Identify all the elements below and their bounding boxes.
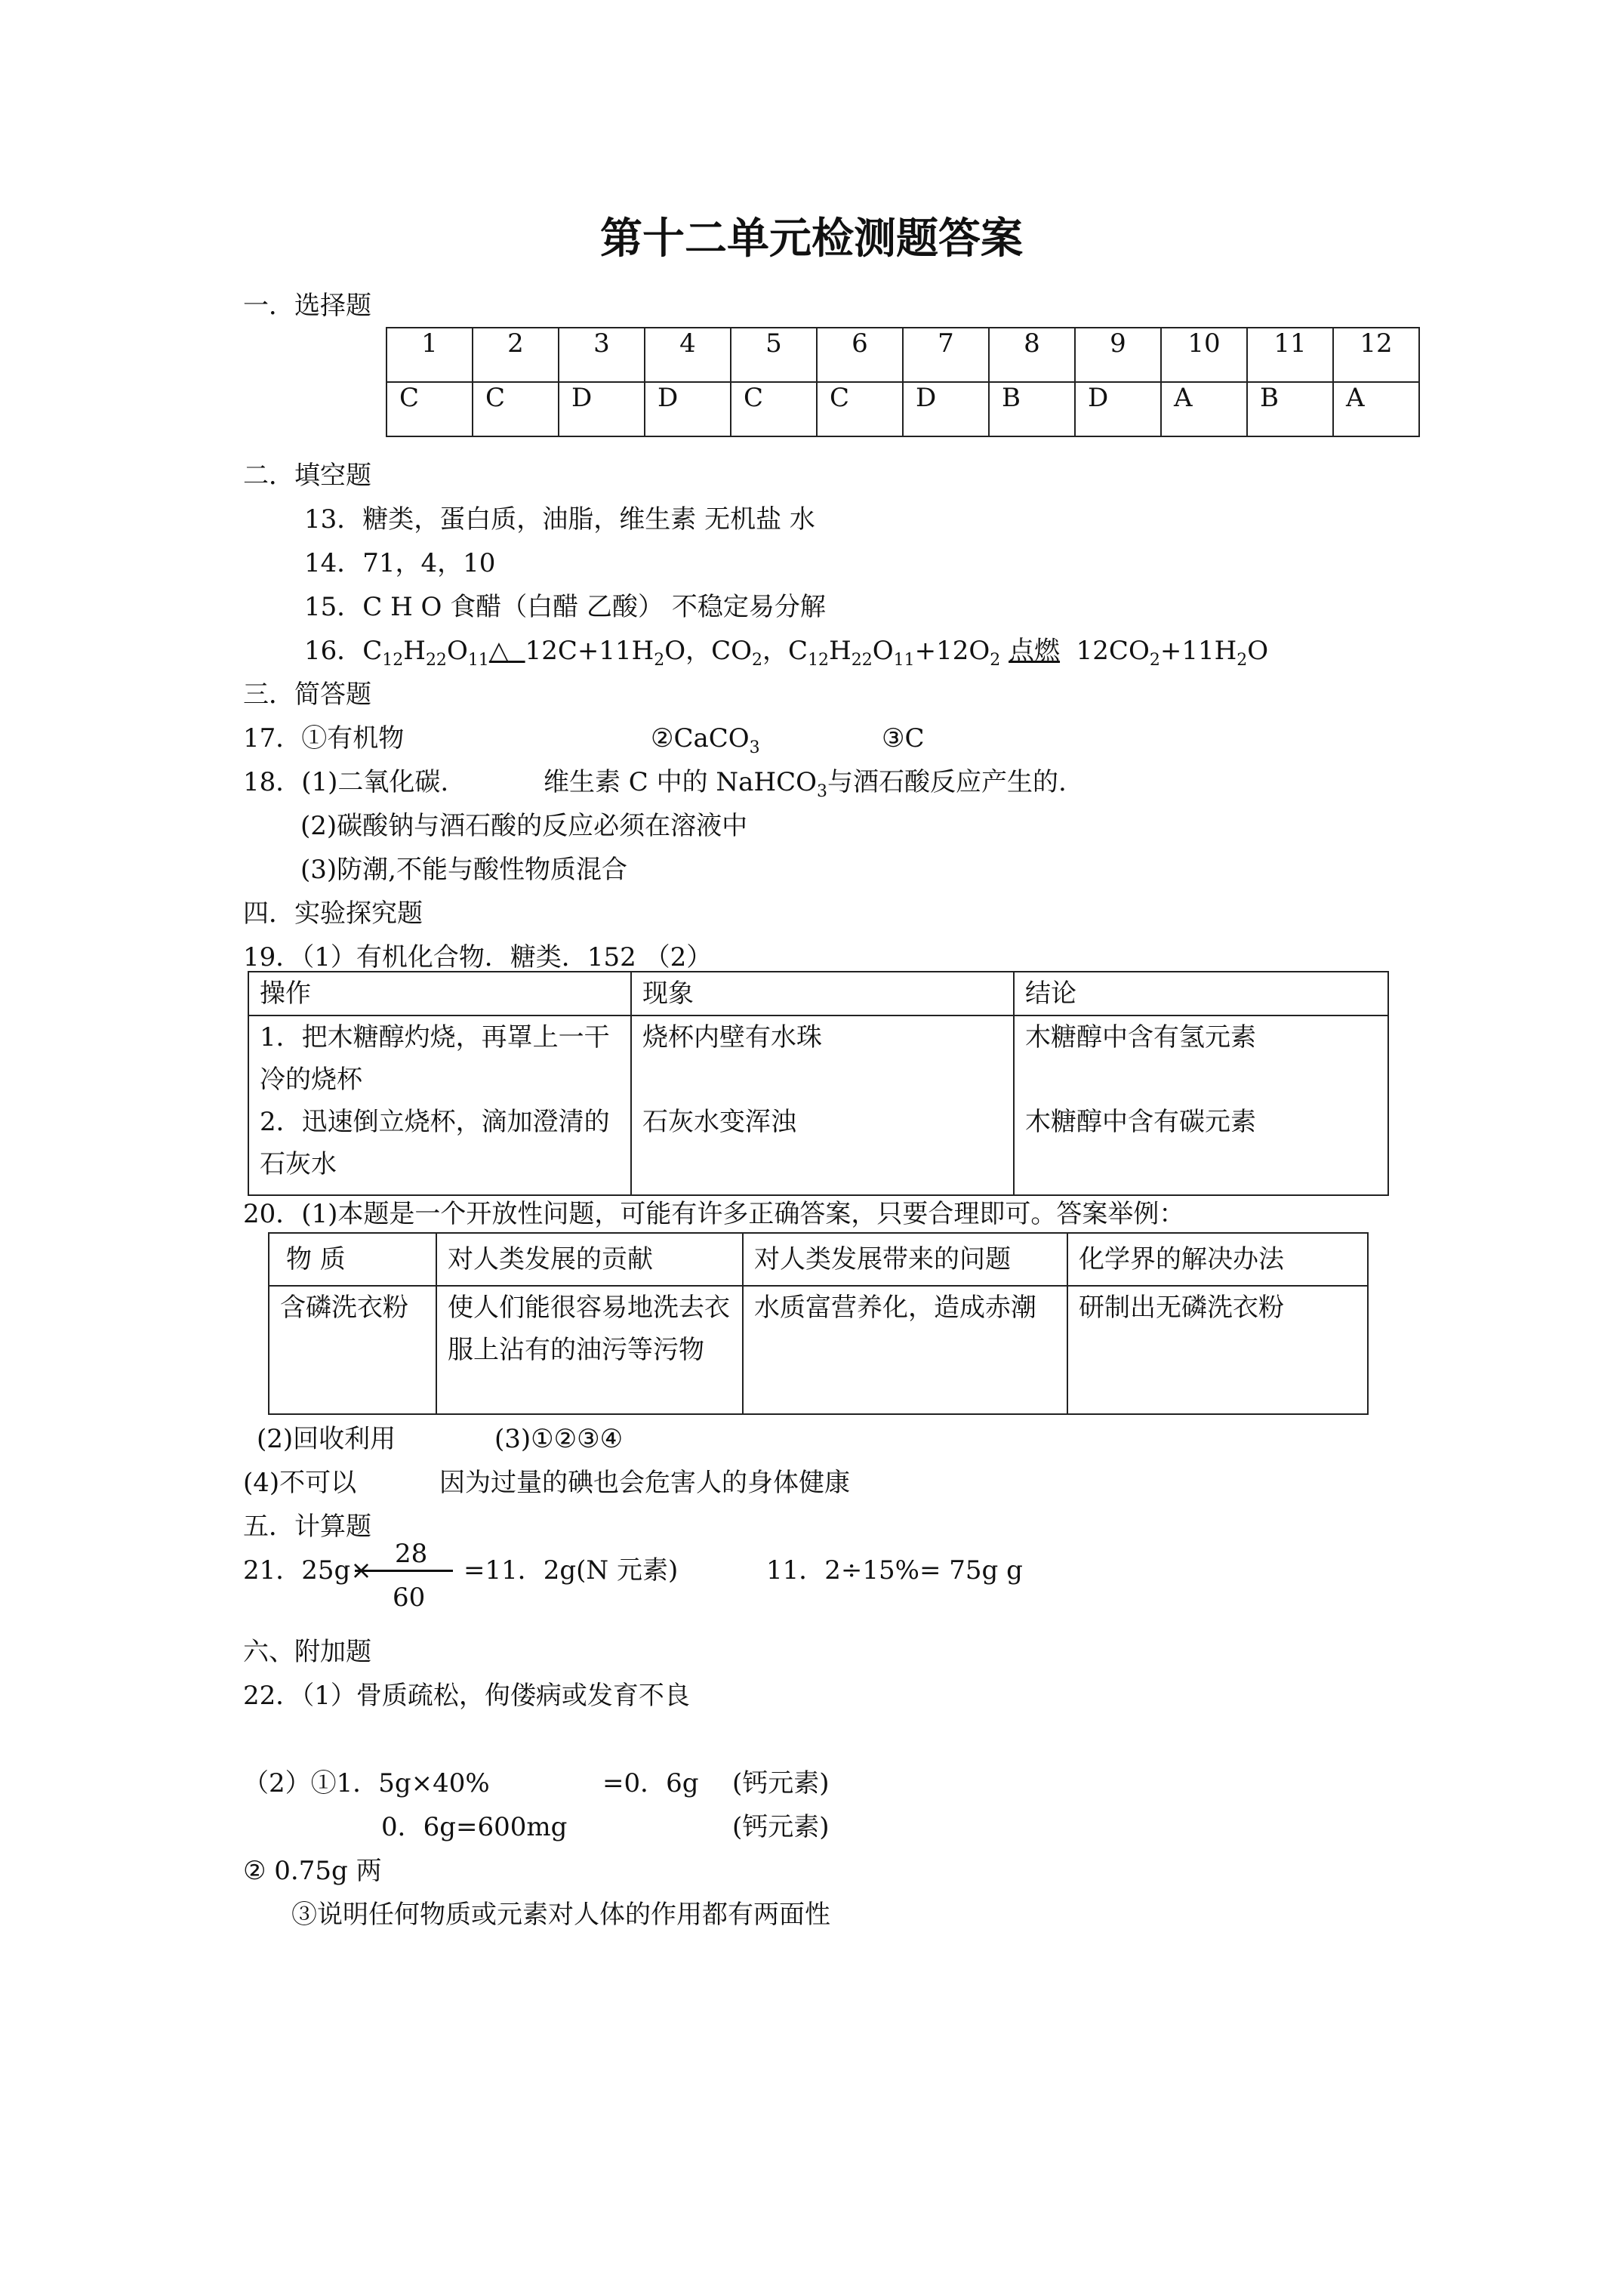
table-header-row [269,1233,1368,1286]
column-header: 物 质 [286,1244,346,1274]
answer-letter: B [989,382,1075,436]
answer-17-b: ②CaCO$_3$ [651,723,760,757]
table-cell: 含磷洗衣粉 [280,1293,408,1323]
answer-20-4: (4)不可以 [243,1468,357,1498]
column-header: 对人类发展的贡献 [448,1244,653,1274]
answer-letter: B [1247,382,1333,436]
column-header: 现象 [642,978,694,1009]
table-cell: 研制出无磷洗衣粉 [1079,1293,1284,1323]
question-number: 12 [1333,328,1419,382]
question-number: 10 [1161,328,1247,382]
operation-step-1: 1．把木糖醇灼烧，再罩上一干冷的烧杯 [260,1022,610,1095]
section-heading-calculation: 五．计算题 [243,1512,371,1542]
answer-letter: A [1161,382,1247,436]
choice-number-row [387,328,1419,382]
column-header: 操作 [260,978,311,1009]
section-heading-extra: 六、附加题 [243,1637,371,1667]
question-number: 3 [559,328,645,382]
answer-18-1-detail: 维生素 C 中的 NaHCO$_3$与酒石酸反应产生的. [544,767,1067,801]
answer-22-2-f: ② 0.75g 两 [243,1856,382,1886]
answer-22-2-e: (钙元素) [732,1812,830,1842]
table-cell: 水质富营养化，造成赤潮 [754,1293,1036,1323]
answer-22-2-c: (钙元素) [732,1768,830,1798]
answer-14: 14．71，4，10 [304,548,496,578]
answer-letter: C [387,382,473,436]
answer-15: 15．C H O 食醋（白醋 乙酸） 不稳定易分解 [304,592,826,622]
answer-19: 19．（1）有机化合物．糖类．152 （2） [243,942,713,972]
answer-21-b: =11．2g(N 元素) [463,1555,679,1586]
operation-step-2: 2．迅速倒立烧杯，滴加澄清的石灰水 [260,1107,610,1179]
phenomenon-1: 烧杯内壁有水珠 [642,1022,822,1052]
answer-letter: D [903,382,989,436]
section-heading-fill: 二．填空题 [243,461,371,491]
answer-21-a: 21．25g× [243,1555,372,1586]
fraction-denominator: 60 [393,1582,426,1613]
answer-20-2: (2)回收利用 [257,1424,396,1454]
table-cell: 使人们能很容易地洗去衣服上沾有的油污等污物 [448,1293,730,1365]
experiment-19-table [248,971,1389,1196]
answer-22-2-a: （2）①1．5g×40% [243,1768,490,1798]
section-heading-short: 三．简答题 [243,680,371,710]
question-number: 7 [903,328,989,382]
choice-answer-table [386,327,1420,437]
answer-letter: A [1333,382,1419,436]
answer-22-2-d: 0．6g=600mg [381,1812,568,1842]
answer-letter: D [1075,382,1161,436]
column-header: 化学界的解决办法 [1079,1244,1284,1274]
column-header: 对人类发展带来的问题 [754,1244,1011,1274]
answer-22-2-g: ③说明任何物质或元素对人体的作用都有两面性 [291,1900,830,1930]
table-header-row [248,972,1388,1015]
answer-21-c: 11．2÷15%= 75g g [766,1555,1023,1586]
answer-17-c: ③C [882,723,925,754]
answer-13: 13．糖类，蛋白质，油脂，维生素 无机盐 水 [304,504,815,535]
question-number: 11 [1247,328,1333,382]
answer-letter: C [473,382,559,436]
phenomenon-2: 石灰水变浑浊 [642,1107,796,1137]
fraction-numerator: 28 [355,1539,453,1572]
answer-letter: C [817,382,903,436]
section-heading-experiment: 四．实验探究题 [243,898,423,929]
table-row [248,1015,1388,1195]
answer-letter: D [645,382,731,436]
question-number: 2 [473,328,559,382]
answer-18-1: 18．(1)二氧化碳. [243,767,449,797]
experiment-20-table [268,1232,1369,1415]
column-header: 结论 [1025,978,1076,1009]
question-number: 8 [989,328,1075,382]
answer-18-3: (3)防潮,不能与酸性物质混合 [300,855,627,885]
question-number: 4 [645,328,731,382]
question-number: 5 [731,328,817,382]
answer-17-a: 17．①有机物 [243,723,405,754]
ignition-condition: 点燃 [1009,636,1061,666]
heating-condition: △ [488,636,509,666]
table-row [269,1286,1368,1414]
question-number: 6 [817,328,903,382]
answer-22-1: 22．（1）骨质疏松，佝偻病或发育不良 [243,1681,690,1711]
answer-18-2: (2)碳酸钠与酒石酸的反应必须在溶液中 [300,811,748,841]
answer-20-3: (3)①②③④ [494,1424,624,1454]
question-number: 1 [387,328,473,382]
answer-20: 20．(1)本题是一个开放性问题，可能有许多正确答案，只要合理即可。答案举例： [243,1199,1185,1229]
section-heading-choice: 一．选择题 [243,291,371,321]
conclusion-2: 木糖醇中含有碳元素 [1025,1107,1256,1137]
conclusion-1: 木糖醇中含有氢元素 [1025,1022,1256,1052]
answer-letter: C [731,382,817,436]
choice-answer-row [387,382,1419,436]
question-number: 9 [1075,328,1161,382]
answer-letter: D [559,382,645,436]
answer-22-2-b: =0．6g [602,1768,699,1798]
page-title: 第十二单元检测题答案 [600,214,1023,264]
fraction-28-60 [355,1539,453,1613]
answer-16: 16．$C_{12}H_{22}O_{11}\triangle$ $12C+11H_2O$，$CO_2$，$C_{12}H_{22}O_{11}+12O_2$ 点燃 $12CO_2+11H_2O$ [304,636,1269,670]
answer-20-4-reason: 因为过量的碘也会危害人的身体健康 [439,1468,850,1498]
